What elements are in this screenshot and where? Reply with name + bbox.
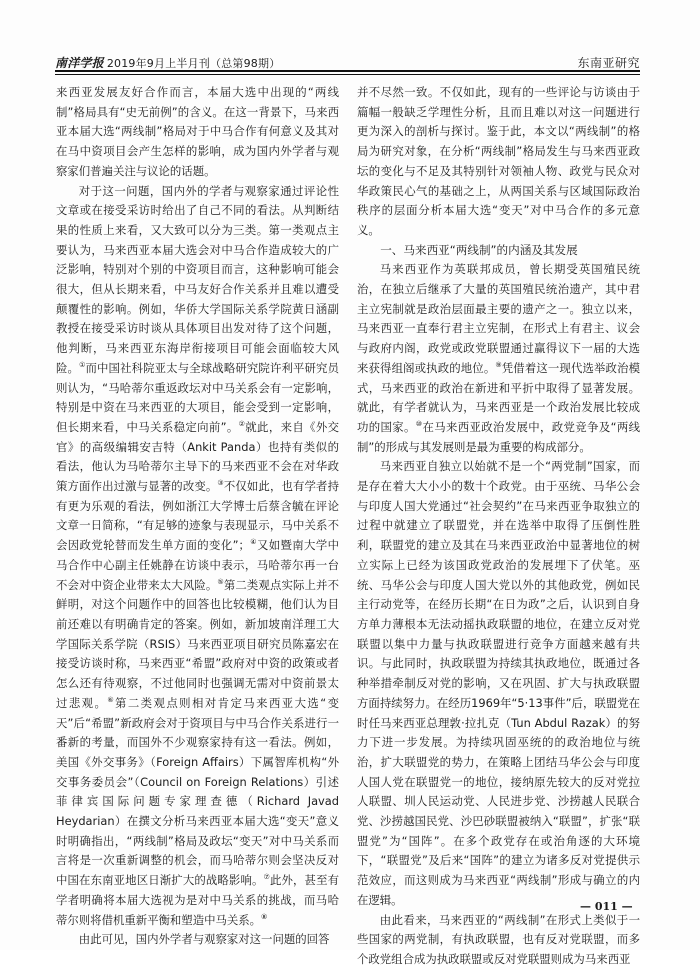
page-number: — 011 — (580, 900, 633, 913)
footnote-marker[interactable]: ⑥ (107, 696, 116, 704)
footnote-marker[interactable]: ③ (217, 479, 224, 488)
paragraph (357, 911, 640, 970)
paragraph-text: 就此，来自《外交官》的高级编辑安吉特（Ankit Panda）也持有类似的看法，他认为马哈蒂尔主导下的马来西亚不会在对华政策方面作出过激与显著的改变。 (56, 419, 339, 494)
paragraph-text: 在马来西亚政治发展中，政党竞争及“两线制”的形成与其发展则是最为重要的构成部分。 (357, 419, 640, 454)
paragraph-text: 第二类观点实际上并不鲜明，对这个问题作中的回答也比较模糊，他们认为目前还难以有明确肯定的答案。例如，新加坡南洋理工大学国际关系学院（RSIS）马来西亚项目研究员陈嘉宏在接受访谈时称，马来西亚“希盟”政府对中资的政策或者怎么还有待观察，不过他同时也强调无需对中资前景太过悲观。 (56, 577, 339, 710)
footnote-marker[interactable]: ⑤ (217, 577, 224, 586)
paragraph-text: 由此看来，马来西亚的“两线制”在形式上类似于一些国家的两党制，有执政联盟，也有反对党联盟，而多个政党组合成为执政联盟或反对党联盟则成为马来西亚 (357, 912, 640, 966)
paragraph (357, 260, 640, 457)
section-heading: 一、马来西亚“两线制”的内涵及其发展 (380, 242, 578, 257)
footnote-marker[interactable]: ② (238, 420, 246, 429)
paragraph-text: 对于这一问题，国内外的学者与观察家通过评论性文章或在接受采访时给出了自己不同的看法。从判断结果的性质上来看，又大致可以分为三类。第一类观点主要认为，马来西亚本届大选会对中马合作造成较大的广泛影响，特别对个别的中资项目而言，这种影响可能会很大，但从长期来看，中马友好合作关系并且难以遭受颠覆性的影响。例如，华侨大学国际关系学院黄日涵副教授在接受采访时谈从具体项目出发对待了这个问题，他判断，马来西亚东海岸衔接项目可能会面临较大风险。 (56, 183, 339, 375)
paragraph (56, 83, 339, 182)
footnote-marker[interactable]: ⑩ (415, 420, 423, 429)
paragraph (56, 182, 339, 931)
left-column (56, 83, 339, 950)
paragraph (357, 83, 640, 241)
journal-logo: 南洋学报 (55, 56, 104, 70)
paragraph-text: 而中国社科院亚太与全球战略研究院许利平研究员则认为，“马哈蒂尔重返政坛对中马关系会有一定影响，特别是中资在马来西亚的大项目，能会受到一定影响，但长期来看，中马关系稳定向前”。 (56, 360, 339, 434)
paragraph-text: 此外，甚至有学者明确将本届大选视为是对中马关系的挑战，而马哈蒂尔则将借机重新平衡和塑造中马关系。 (56, 873, 339, 927)
footnote-marker[interactable]: ① (79, 361, 86, 370)
section-name: 东南亚研究 (577, 56, 640, 70)
paragraph-text: 第二类观点则相对肯定马来西亚大选“变天”后“希盟”新政府会对于资项目与中马合作关系进行一番新的考量，而国外不少观察家持有这一看法。例如，美国《外交事务》（Foreign Affairs）下属智库机构“外交事务委员会”（Council on Foreign Relations）引述菲律宾国际问题专家理查德（Richard Javad Heydarian）在撰文分析马来西亚本届大选“变天”意义时明确指出，“两线制”格局及政坛“变天”对中马关系而言将是一次重新调整的机会，而马哈蒂尔则会坚决反对中国在东南亚地区日渐扩大的战略影响。 (56, 695, 339, 888)
paragraph-text: 又如暨南大学中马合作中心副主任姚静在访谈中表示，马哈蒂尔再一台不会对中资企业带来太大风险。 (56, 538, 339, 592)
paragraph (56, 930, 339, 950)
footnote-marker[interactable]: ⑨ (495, 361, 502, 370)
header-rule-thick (55, 70, 640, 72)
paragraph (357, 457, 640, 910)
paragraph-text: 由此可见，国内外学者与观察家对这一问题的回答 (78, 932, 330, 947)
paragraph-text: 不仅如此，也有学者持有更为乐观的看法，例如浙江大学博士后蔡含毓在评论文章一日简称，“有足够的迹象与表现显示，马中关系不会因政党轮替而发生单方面的变化”； (56, 479, 339, 553)
paragraph-text: 马来西亚作为英联邦成员，曾长期受英国殖民统治，在独立后继承了大量的英国殖民统治遗产，其中君主立宪制就是政治层面最主要的遗产之一。独立以来，马来西亚一直奉行君主立宪制，在形式上有君主、议会与政府内阁，政党或政党联盟通过赢得议下一届的大选来获得组阁或执政的地位。 (357, 262, 640, 375)
footnote-marker[interactable]: ④ (249, 538, 257, 547)
paragraph-text: 凭借着这一现代选举政治模式，马来西亚的政治在新进和平折中取得了显著发展。就此，有学者就认为，马来西亚是一个政治发展比较成功的国家。 (357, 360, 640, 434)
paragraph-text: 并不尽然一致。不仅如此，现有的一些评论与访谈由于篇幅一般缺乏学理性分析，且而且难以对这一问题进行更为深入的剖析与探讨。鉴于此，本文以“两线制”的格局为研究对象，在分析“两线制”格局发生与马来西亚政坛的变化与不足及其特别针对领袖人物、政党与民众对华政策民心气的基础之上，从两国关系与区域国际政治秩序的层面分析本届大选“变天”对中马合作的多元意义。 (357, 85, 640, 237)
header-rule-thin (55, 74, 640, 75)
issue-info: 2019年9月上半月刊（总第98期） (106, 57, 281, 70)
header-left (55, 54, 280, 71)
right-column (357, 83, 640, 970)
footnote-marker[interactable]: ⑧ (261, 912, 268, 921)
paragraph-text: 马来西亚自独立以始就不是一个“两党制”国家，而是存在着大大小小的数十个政党。由于巫统、马华公会与印度人国大党通过“社会契约”在马来西亚争取独立的过程中就建立了联盟党，并在选举中取得了压倒性胜利，联盟党的建立及其在马来西亚政治中显著地位的树立实际上已经为该国政党政治的发展埋下了伏笔。巫统、马华公会与印度人国大党以外的其他政党，例如民主行动党等，在经历长期“在日为政”之后，认识到自身方单力薄根本无法动摇执政联盟的地位，在建立反对党联盟以集中力量与执政联盟进行竞争方面越来越有共识。与此同时，执政联盟为持续其执政地位，既通过各种举措牵制反对党的影响，又在巩固、扩大与执政联盟方面持续努力。在经历1969年“5·13事件”后，联盟党在时任马来西亚总理敦·拉扎克（Tun Abdul Razak）的努力下进一步发展。为持续巩固巫统的的政治地位与统治，扩大联盟党的势力，在策略上团结马华公会与印度人国人党在联盟党一的地位，接纳原先较大的反对党拉人联盟、圳人民运动党、人民进步党、沙捞越人民联合党、沙捞越国民党、沙巴砂联盟被纳入“联盟”，扩张“联盟党”为“国阵”。在多个政党存在或治角逐的大环境下，“联盟党”及后来“国阵”的建立为诸多反对党提供示范效应，而这则成为马来西亚“两线制”形成与确立的内在逻辑。 (357, 459, 640, 907)
paragraph-text: 来西亚发展友好合作而言，本届大选中出现的“两线制”格局具有“史无前例”的含义。在这一背景下，马来西亚本届大选“两线制”格局对于中马合作有何意义及其对在马中资项目会产生怎样的影响，成为国内外学者与观察家们普遍关注与议论的话题。 (56, 85, 339, 178)
footnote-marker[interactable]: ⑦ (263, 873, 270, 882)
